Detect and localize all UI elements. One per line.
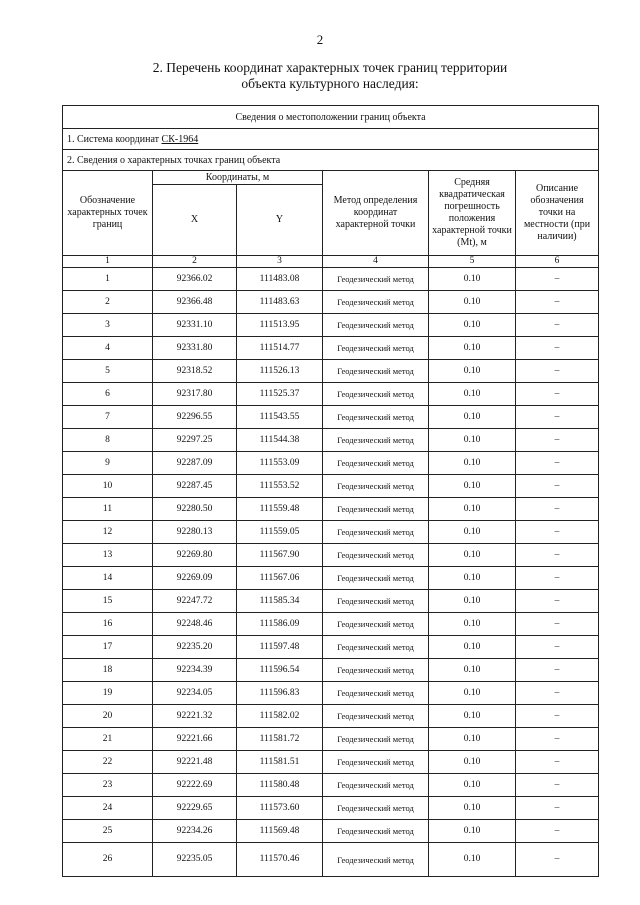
coord-y: 111526.13 <box>237 360 323 383</box>
coord-x: 92234.05 <box>153 682 237 705</box>
error: 0.10 <box>429 774 516 797</box>
document-heading <box>120 60 540 92</box>
description: – <box>516 360 599 383</box>
point-number: 12 <box>63 521 153 544</box>
header-x: X <box>153 185 237 256</box>
coord-x: 92280.50 <box>153 498 237 521</box>
description: – <box>516 429 599 452</box>
point-number: 10 <box>63 475 153 498</box>
method: Геодезический метод <box>323 774 429 797</box>
point-number: 8 <box>63 429 153 452</box>
table-row <box>63 406 599 429</box>
method: Геодезический метод <box>323 705 429 728</box>
coord-x: 92317.80 <box>153 383 237 406</box>
error: 0.10 <box>429 636 516 659</box>
table-row <box>63 337 599 360</box>
col-number-3: 3 <box>237 256 323 268</box>
method: Геодезический метод <box>323 843 429 877</box>
method: Геодезический метод <box>323 521 429 544</box>
table-row <box>63 314 599 337</box>
error: 0.10 <box>429 843 516 877</box>
coord-y: 111569.48 <box>237 820 323 843</box>
error: 0.10 <box>429 383 516 406</box>
point-number: 11 <box>63 498 153 521</box>
col-number-4: 4 <box>323 256 429 268</box>
point-number: 13 <box>63 544 153 567</box>
coord-x: 92366.02 <box>153 268 237 291</box>
method: Геодезический метод <box>323 475 429 498</box>
error: 0.10 <box>429 544 516 567</box>
point-number: 1 <box>63 268 153 291</box>
coord-y: 111582.02 <box>237 705 323 728</box>
coord-y: 111559.48 <box>237 498 323 521</box>
description: – <box>516 820 599 843</box>
col-number-5: 5 <box>429 256 516 268</box>
coord-y: 111585.34 <box>237 590 323 613</box>
error: 0.10 <box>429 521 516 544</box>
description: – <box>516 314 599 337</box>
point-number: 20 <box>63 705 153 728</box>
point-number: 23 <box>63 774 153 797</box>
description: – <box>516 406 599 429</box>
point-number: 21 <box>63 728 153 751</box>
description: – <box>516 268 599 291</box>
table-row <box>63 682 599 705</box>
description: – <box>516 843 599 877</box>
error: 0.10 <box>429 751 516 774</box>
table-row <box>63 452 599 475</box>
method: Геодезический метод <box>323 636 429 659</box>
coord-y: 111543.55 <box>237 406 323 429</box>
coordinate-system-row <box>63 129 599 150</box>
error: 0.10 <box>429 475 516 498</box>
description: – <box>516 567 599 590</box>
coord-x: 92229.65 <box>153 797 237 820</box>
point-number: 25 <box>63 820 153 843</box>
coord-y: 111553.09 <box>237 452 323 475</box>
coord-y: 111483.08 <box>237 268 323 291</box>
table-body <box>63 106 599 877</box>
table-row <box>63 291 599 314</box>
coord-y: 111580.48 <box>237 774 323 797</box>
coord-x: 92221.48 <box>153 751 237 774</box>
coord-x: 92287.09 <box>153 452 237 475</box>
coord-x: 92296.55 <box>153 406 237 429</box>
coord-x: 92331.80 <box>153 337 237 360</box>
error: 0.10 <box>429 613 516 636</box>
description: – <box>516 682 599 705</box>
header-coordinates: Координаты, м <box>153 171 323 185</box>
header-y: Y <box>237 185 323 256</box>
header-point: Обозначение характерных точек границ <box>63 171 153 256</box>
table-row <box>63 544 599 567</box>
point-number: 26 <box>63 843 153 877</box>
coordinate-system <box>63 129 599 150</box>
method: Геодезический метод <box>323 383 429 406</box>
point-number: 17 <box>63 636 153 659</box>
error: 0.10 <box>429 567 516 590</box>
method: Геодезический метод <box>323 291 429 314</box>
coord-y: 111525.37 <box>237 383 323 406</box>
method: Геодезический метод <box>323 314 429 337</box>
points-title-row <box>63 150 599 171</box>
error: 0.10 <box>429 360 516 383</box>
coord-x: 92234.26 <box>153 820 237 843</box>
col-number-6: 6 <box>516 256 599 268</box>
coord-x: 92366.48 <box>153 291 237 314</box>
header-description: Описание обозначения точки на местности (при наличии) <box>516 171 599 256</box>
coord-x: 92269.09 <box>153 567 237 590</box>
coord-y: 111483.63 <box>237 291 323 314</box>
error: 0.10 <box>429 291 516 314</box>
col-number-1: 1 <box>63 256 153 268</box>
method: Геодезический метод <box>323 659 429 682</box>
error: 0.10 <box>429 659 516 682</box>
error: 0.10 <box>429 797 516 820</box>
method: Геодезический метод <box>323 682 429 705</box>
point-number: 5 <box>63 360 153 383</box>
description: – <box>516 751 599 774</box>
point-number: 2 <box>63 291 153 314</box>
coord-x: 92222.69 <box>153 774 237 797</box>
point-number: 15 <box>63 590 153 613</box>
table-row <box>63 774 599 797</box>
description: – <box>516 475 599 498</box>
coordinates-table <box>62 105 599 877</box>
error: 0.10 <box>429 337 516 360</box>
point-number: 24 <box>63 797 153 820</box>
coord-x: 92331.10 <box>153 314 237 337</box>
point-number: 22 <box>63 751 153 774</box>
method: Геодезический метод <box>323 268 429 291</box>
coord-y: 111573.60 <box>237 797 323 820</box>
description: – <box>516 774 599 797</box>
table-row <box>63 360 599 383</box>
point-number: 16 <box>63 613 153 636</box>
error: 0.10 <box>429 452 516 475</box>
table-row <box>63 498 599 521</box>
coord-y: 111586.09 <box>237 613 323 636</box>
header-error: Средняя квадратическая погрешность положения характерной точки (Mt), м <box>429 171 516 256</box>
coord-x: 92318.52 <box>153 360 237 383</box>
header-row-1 <box>63 171 599 185</box>
method: Геодезический метод <box>323 590 429 613</box>
description: – <box>516 544 599 567</box>
point-number: 6 <box>63 383 153 406</box>
table-row <box>63 659 599 682</box>
error: 0.10 <box>429 590 516 613</box>
table-row <box>63 429 599 452</box>
error: 0.10 <box>429 820 516 843</box>
coord-y: 111597.48 <box>237 636 323 659</box>
coord-x: 92280.13 <box>153 521 237 544</box>
method: Геодезический метод <box>323 337 429 360</box>
coord-y: 111514.77 <box>237 337 323 360</box>
method: Геодезический метод <box>323 544 429 567</box>
description: – <box>516 383 599 406</box>
table-row <box>63 475 599 498</box>
method: Геодезический метод <box>323 728 429 751</box>
coord-y: 111544.38 <box>237 429 323 452</box>
description: – <box>516 452 599 475</box>
method: Геодезический метод <box>323 429 429 452</box>
coord-y: 111567.90 <box>237 544 323 567</box>
description: – <box>516 659 599 682</box>
error: 0.10 <box>429 268 516 291</box>
table-row <box>63 521 599 544</box>
description: – <box>516 521 599 544</box>
coord-y: 111513.95 <box>237 314 323 337</box>
point-number: 19 <box>63 682 153 705</box>
description: – <box>516 291 599 314</box>
coord-x: 92221.32 <box>153 705 237 728</box>
method: Геодезический метод <box>323 751 429 774</box>
coord-y: 111567.06 <box>237 567 323 590</box>
header-method: Метод определения координат характерной точки <box>323 171 429 256</box>
description: – <box>516 728 599 751</box>
coord-y: 111581.72 <box>237 728 323 751</box>
col-number-2: 2 <box>153 256 237 268</box>
coord-x: 92297.25 <box>153 429 237 452</box>
section-title-row <box>63 106 599 129</box>
table-row <box>63 820 599 843</box>
method: Геодезический метод <box>323 797 429 820</box>
points-title: 2. Сведения о характерных точках границ объекта <box>63 150 599 171</box>
point-number: 18 <box>63 659 153 682</box>
error: 0.10 <box>429 682 516 705</box>
coordinate-system-label: 1. Система координат <box>67 133 160 145</box>
error: 0.10 <box>429 406 516 429</box>
table-row <box>63 268 599 291</box>
point-number: 3 <box>63 314 153 337</box>
table-row <box>63 751 599 774</box>
point-number: 9 <box>63 452 153 475</box>
column-numbers-row <box>63 256 599 268</box>
description: – <box>516 797 599 820</box>
description: – <box>516 636 599 659</box>
coord-x: 92235.05 <box>153 843 237 877</box>
coord-x: 92269.80 <box>153 544 237 567</box>
error: 0.10 <box>429 728 516 751</box>
page-number: 2 <box>316 32 324 47</box>
heading-line-1: 2. Перечень координат характерных точек границ территории <box>152 60 508 75</box>
error: 0.10 <box>429 314 516 337</box>
coord-x: 92234.39 <box>153 659 237 682</box>
method: Геодезический метод <box>323 498 429 521</box>
point-number: 4 <box>63 337 153 360</box>
table-row <box>63 797 599 820</box>
method: Геодезический метод <box>323 406 429 429</box>
table-row <box>63 383 599 406</box>
coord-x: 92235.20 <box>153 636 237 659</box>
error: 0.10 <box>429 429 516 452</box>
description: – <box>516 705 599 728</box>
table-row <box>63 590 599 613</box>
method: Геодезический метод <box>323 613 429 636</box>
method: Геодезический метод <box>323 452 429 475</box>
error: 0.10 <box>429 498 516 521</box>
coord-y: 111596.54 <box>237 659 323 682</box>
description: – <box>516 613 599 636</box>
method: Геодезический метод <box>323 360 429 383</box>
coord-x: 92221.66 <box>153 728 237 751</box>
table-row <box>63 843 599 877</box>
coord-y: 111570.46 <box>237 843 323 877</box>
table-row <box>63 636 599 659</box>
description: – <box>516 498 599 521</box>
point-number: 14 <box>63 567 153 590</box>
method: Геодезический метод <box>323 567 429 590</box>
table-row <box>63 613 599 636</box>
coord-y: 111559.05 <box>237 521 323 544</box>
point-number: 7 <box>63 406 153 429</box>
heading-line-2: объекта культурного наследия: <box>241 76 419 91</box>
description: – <box>516 590 599 613</box>
method: Геодезический метод <box>323 820 429 843</box>
error: 0.10 <box>429 705 516 728</box>
table-row <box>63 567 599 590</box>
section-title: Сведения о местоположении границ объекта <box>63 106 599 129</box>
coordinate-system-value: СК-1964 <box>161 133 199 145</box>
coord-y: 111596.83 <box>237 682 323 705</box>
coord-y: 111581.51 <box>237 751 323 774</box>
coord-x: 92287.45 <box>153 475 237 498</box>
coord-y: 111553.52 <box>237 475 323 498</box>
table-row <box>63 728 599 751</box>
table-row <box>63 705 599 728</box>
coord-x: 92248.46 <box>153 613 237 636</box>
coord-x: 92247.72 <box>153 590 237 613</box>
description: – <box>516 337 599 360</box>
